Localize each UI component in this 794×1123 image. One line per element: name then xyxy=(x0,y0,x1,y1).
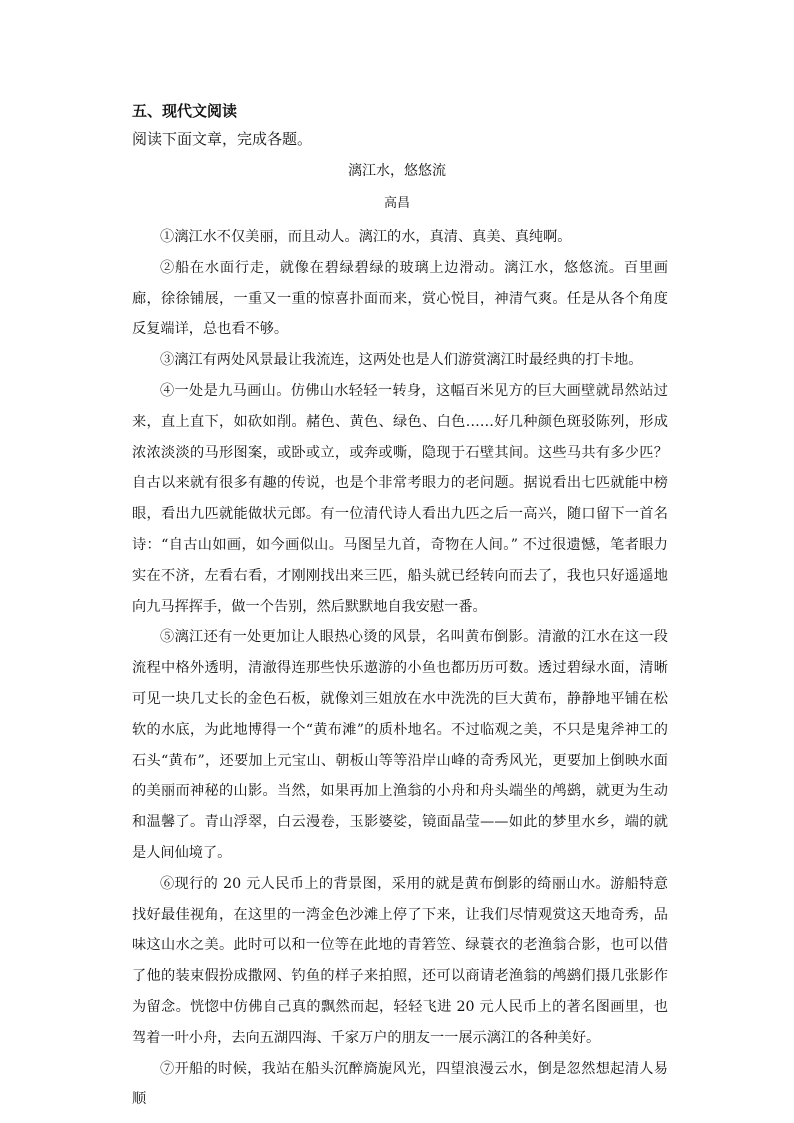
article-author: 高昌 xyxy=(383,196,410,211)
paragraph-3: ③漓江有两处风景最让我流连，这两处也是人们游赏漓江时最经典的打卡地。 xyxy=(160,352,643,369)
article-body xyxy=(132,222,668,1115)
paragraph-6: ⑥现行的 20 元人民币上的背景图，采用的就是黄布倒影的绮丽山水。游船特意找好最佳视角，在这里的一湾金色沙滩上停了下来，让我们尽情观赏这天地奇秀，品味这山水之美。此时可以和一位等在此地的青箬笠、绿蓑衣的老渔翁合影，也可以借了他的装束假扮成撒网、钓鱼的样子来拍照，还可以商请老渔翁的鸬鹚们摄几张影作为留念。恍惚中仿佛自己真的飘然而起，轻轻飞进 20 元人民币上的著名图画里，也驾着一叶小舟，去向五湖四海、千家万户的朋友一一展示漓江的各种美好。 xyxy=(132,875,668,1046)
paragraph-1: ①漓江水不仅美丽，而且动人。漓江的水，真清、真美、真纯啊。 xyxy=(160,229,572,245)
article-title: 漓江水，悠悠流 xyxy=(348,163,446,179)
section-title: 五、现代文阅读 xyxy=(132,102,238,120)
paragraph-4: ④一处是九马画山。仿佛山水轻轻一转身，这幅百米见方的巨大画壁就昂然站过来，直上直下，如砍如削。赭色、黄色、绿色、白色……好几种颜色斑驳陈列，形成浓浓淡淡的马形图案，或卧或立，或奔或嘶，隐现于石壁其间。这些马共有多少匹？自古以来就有很多有趣的传说，也是个非常考眼力的老问题。据说看出七匹就能中榜眼，看出九匹就能做状元郎。有一位清代诗人看出九匹之后一高兴，随口留下一首名诗：“自古山如画，如今画似山。马图呈九首，奇物在人间。” 不过很遗憾，笔者眼力实在不济，左看右看，才刚刚找出来三匹，船头就已经转向而去了，我也只好遥遥地向九马挥挥手，做一个告别，然后默默地自我安慰一番。 xyxy=(132,382,668,615)
paragraph-7: ⑦开船的时候，我站在船头沉醉旖旎风光，四望浪漫云水，倒是忽然想起清人易顺 xyxy=(132,1060,668,1108)
reading-instruction: 阅读下面文章，完成各题。 xyxy=(132,130,313,148)
paragraph-5: ⑤漓江还有一处更加让人眼热心烫的风景，名叫黄布倒影。清澈的江水在这一段流程中格外透明，清澈得连那些快乐遨游的小鱼也都历历可数。透过碧绿水面，清晰可见一块几丈长的金色石板，就像刘三姐放在水中洗洗的巨大黄布，静静地平铺在松软的水底，为此地博得一个“黄布滩”的质朴地名。不过临观之美，不只是鬼斧神工的石头“黄布”，还要加上元宝山、朝板山等等沿岸山峰的奇秀风光，更要加上倒映水面的美丽而神秘的山影。当然，如果再加上渔翁的小舟和舟头端坐的鸬鹚，就更为生动和温馨了。青山浮翠，白云漫卷，玉影婆娑，镜面晶莹——如此的梦里水乡，端的就是人间仙境了。 xyxy=(132,629,668,861)
paragraph-2: ②船在水面行走，就像在碧绿碧绿的玻璃上边滑动。漓江水，悠悠流。百里画廊，徐徐铺展，一重又一重的惊喜扑面而来，赏心悦目，神清气爽。任是从各个角度反复端详，总也看不够。 xyxy=(132,259,668,338)
